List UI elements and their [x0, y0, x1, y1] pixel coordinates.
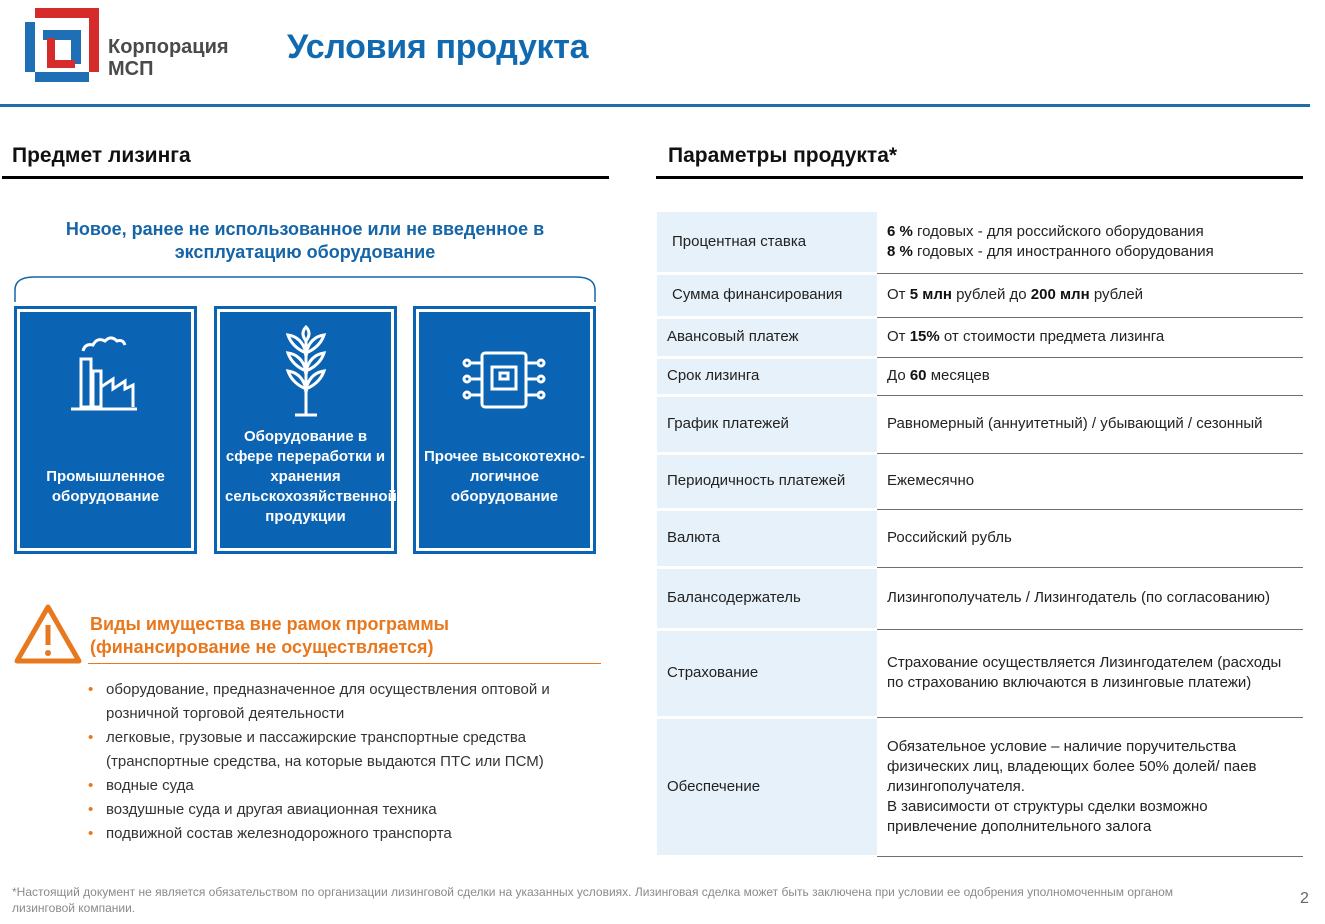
rate-russian: 6 %: [887, 223, 913, 241]
param-key: Балансодержатель: [657, 567, 877, 629]
exclusions-divider: [88, 663, 601, 664]
params-table: [657, 212, 1303, 858]
text-part: рублей до: [951, 286, 1031, 303]
rate-foreign-text: годовых - для иностранного оборудования: [912, 243, 1214, 261]
tile-agriculture: [214, 306, 397, 554]
params-heading: Параметры продукта*: [668, 144, 898, 167]
table-row: [657, 567, 1303, 629]
logo-line2: МСП: [108, 58, 154, 80]
param-value: [877, 273, 1303, 317]
exclusions-title-line1: Виды имущества вне рамок программы: [90, 614, 450, 634]
table-row: [657, 212, 1303, 273]
subject-heading-rule: [2, 176, 609, 179]
param-value: [877, 212, 1303, 273]
tile-agriculture-label: Оборудование в сфере переработки и хранения сельскохозяйственной продукции: [225, 428, 397, 525]
security-text-2: В зависимости от структуры сделки возможно привлечение дополнительного залога: [887, 797, 1208, 835]
tile-industrial: [14, 306, 197, 554]
warning-icon: [14, 603, 82, 665]
exclusions-title: [90, 613, 449, 659]
param-key: Периодичность платежей: [657, 453, 877, 509]
param-value: Ежемесячно: [877, 453, 1303, 509]
table-row: [657, 317, 1303, 357]
text-part: от стоимости предмета лизинга: [939, 328, 1165, 345]
logo-icon: [25, 8, 105, 86]
page-number: 2: [1300, 890, 1309, 907]
param-key: Обеспечение: [657, 717, 877, 856]
param-value: [877, 317, 1303, 357]
table-row: [657, 509, 1303, 567]
exclusions-title-line2: (финансирование не осуществляется): [90, 637, 434, 657]
param-key: Сумма финансирования: [657, 273, 877, 317]
tile-industrial-label: Промышленное оборудование: [46, 468, 165, 505]
param-key: График платежей: [657, 395, 877, 453]
param-value: Равномерный (аннуитетный) / убывающий / сезонный: [877, 395, 1303, 453]
text-part: рублей: [1089, 286, 1144, 303]
param-value: [877, 717, 1303, 856]
security-text-1: Обязательное условие – наличие поручительства физических лиц, владеющих более 50% долей/ паев лизингополучателя.: [887, 737, 1257, 795]
list-item: • подвижной состав железнодорожного транспорта: [88, 822, 618, 846]
param-key: Авансовый платеж: [657, 317, 877, 357]
param-key: Страхование: [657, 629, 877, 717]
text-part: От: [887, 328, 910, 345]
page-title: Условия продукта: [287, 28, 589, 66]
table-row: [657, 453, 1303, 509]
subject-heading: Предмет лизинга: [12, 144, 191, 167]
list-item: • водные суда: [88, 774, 618, 798]
table-row: [657, 395, 1303, 453]
param-value: Страхование осуществляется Лизингодателем (расходы по страхованию включаются в лизинговые платежи): [877, 629, 1303, 717]
text-part: месяцев: [926, 367, 990, 384]
param-key: Валюта: [657, 509, 877, 567]
param-key: Срок лизинга: [657, 357, 877, 395]
logo-text: [108, 36, 229, 80]
subject-lead: Новое, ранее не использованное или не введенное в эксплуатацию оборудование: [65, 219, 545, 262]
chip-icon: [462, 349, 546, 411]
table-row: [657, 273, 1303, 317]
wheat-icon: [281, 323, 331, 419]
exclusions-list: [88, 678, 618, 846]
text-part: От: [887, 286, 910, 303]
factory-icon: [69, 331, 139, 411]
list-item: • легковые, грузовые и пассажирские транспортные средства (транспортные средства, на которые выдаются ПТС или ПСМ): [88, 726, 618, 774]
table-row: [657, 629, 1303, 717]
rate-russian-text: годовых - для российского оборудования: [912, 223, 1204, 241]
tile-hightech-label: Прочее высокотехно-логичное оборудование: [424, 448, 585, 505]
text-part: До: [887, 367, 910, 384]
param-key: Процентная ставка: [657, 212, 877, 273]
list-item: • оборудование, предназначенное для осуществления оптовой и розничной торговой деятельности: [88, 678, 618, 726]
param-value: [877, 357, 1303, 395]
text-bold: 15%: [909, 328, 940, 345]
text-bold: 60: [909, 367, 927, 384]
list-item: • воздушные суда и другая авиационная техника: [88, 798, 618, 822]
text-bold: 200 млн: [1030, 286, 1090, 303]
logo-line1: Корпорация: [108, 36, 229, 58]
header-divider: [0, 104, 1310, 107]
table-row: [657, 717, 1303, 856]
params-heading-rule: [656, 176, 1303, 179]
rate-foreign: 8 %: [887, 243, 913, 261]
param-value: Лизингополучатель / Лизингодатель (по согласованию): [877, 567, 1303, 629]
param-value: Российский рубль: [877, 509, 1303, 567]
text-bold: 5 млн: [909, 286, 952, 303]
bracket-line: [14, 276, 596, 302]
table-row: [657, 357, 1303, 395]
tile-hightech: [413, 306, 596, 554]
footnote: *Настоящий документ не является обязательством по организации лизинговой сделки на указанных условиях. Лизинговая сделка может быть заключена при условии ее одобрения уполномоченным органом лизинговой компании.: [12, 885, 1174, 915]
